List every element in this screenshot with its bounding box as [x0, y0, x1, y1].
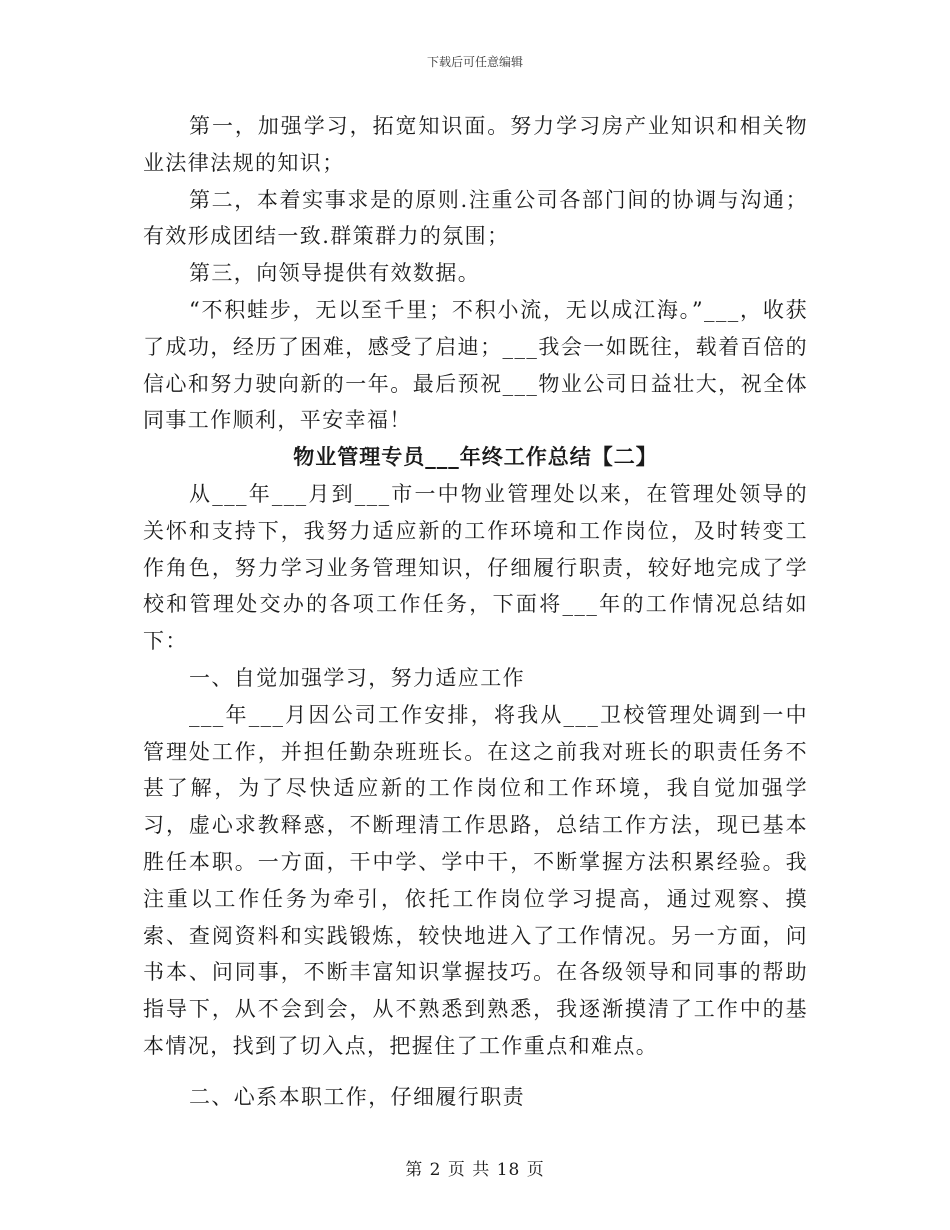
heading-duties: 二、心系本职工作，仔细履行职责	[189, 1084, 525, 1109]
paragraph-study-detail: ___年___月因公司工作安排，将我从___卫校管理处调到一中管理处工作，并担任勤杂班班长。在这之前我对班长的职责任务不甚了解，为了尽快适应新的工作岗位和工作环境，我自觉加强学习，虚心求教释惑，不断理清工作思路，总结工作方法，现已基本胜任本职。一方面，干中学、学中干，不断掌握方法积累经验。我注重以工作任务为牵引，依托工作岗位学习提高，通过观察、摸索、查阅资料和实践锻炼，较快地进入了工作情况。另一方面，问书本、问同事，不断丰富知识掌握技巧。在各级领导和同事的帮助指导下，从不会到会，从不熟悉到熟悉，我逐渐摸清了工作中的基本情况，找到了切入点，把握住了工作重点和难点。	[143, 702, 808, 1058]
paragraph-intro: 从___年___月到___市一中物业管理处以来，在管理处领导的关怀和支持下，我努力适应新的工作环境和工作岗位，及时转变工作角色，努力学习业务管理知识，仔细履行职责，较好地完成了学校和管理处交办的各项工作任务，下面将___年的工作情况总结如下：	[143, 481, 808, 654]
paragraph-second-point: 第二，本着实事求是的原则.注重公司各部门间的协调与沟通；有效形成团结一致.群策群力的氛围；	[143, 187, 808, 249]
page-number: 第 2 页 共 18 页	[405, 1160, 545, 1180]
document-body	[143, 108, 808, 1116]
paragraph-third-point: 第三，向领导提供有效数据。	[189, 261, 481, 286]
heading-study: 一、自觉加强学习，努力适应工作	[189, 665, 525, 690]
paragraph-first-point: 第一，加强学习，拓宽知识面。努力学习房产业知识和相关物业法律法规的知识；	[143, 114, 808, 175]
paragraph-closing-quote: “不积蛙步，无以至千里；不积小流，无以成江海。”___，收获了成功，经历了困难，感受了启迪；___我会一如既往，载着百倍的信心和努力驶向新的一年。最后预祝___物业公司日益壮大，祝全体同事工作顺利，平安幸福！	[143, 297, 808, 433]
page-header-note: 下载后可任意编辑	[426, 55, 523, 69]
section-title: 物业管理专员___年终工作总结【二】	[293, 444, 658, 470]
